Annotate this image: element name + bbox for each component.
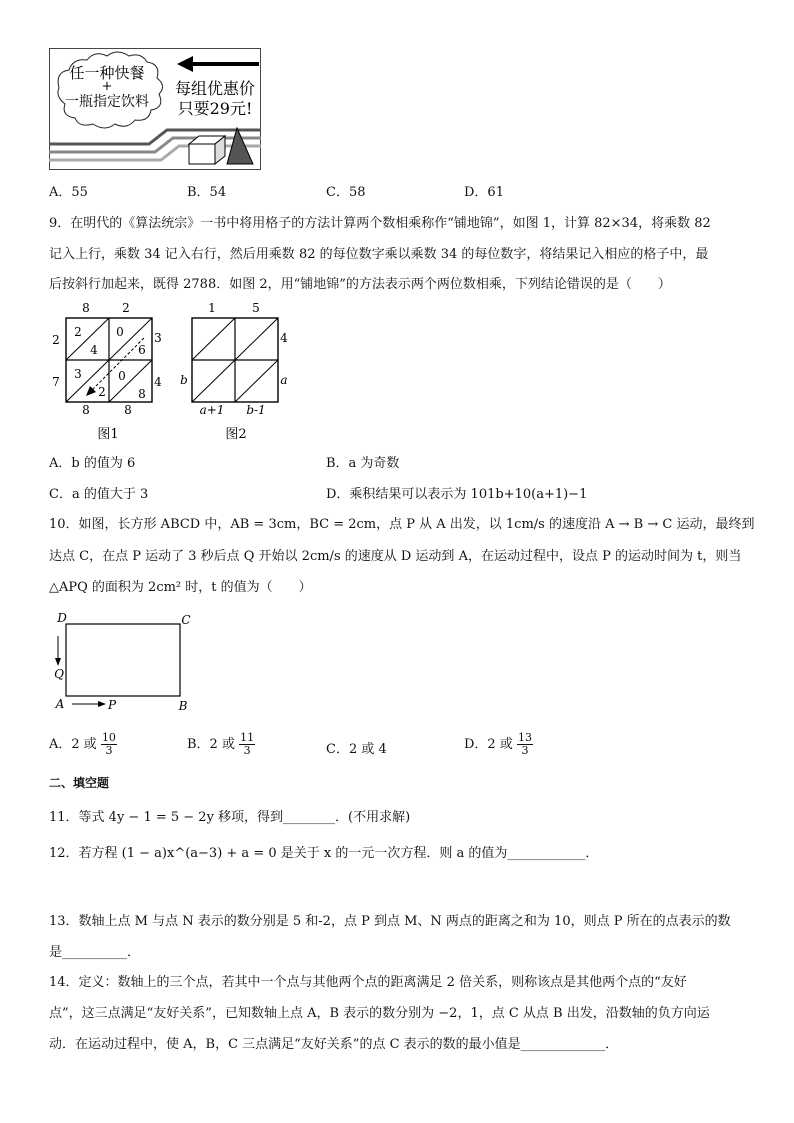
fig1-caption: 图1 (97, 427, 119, 442)
q10-option-d[interactable] (464, 732, 533, 757)
label-q: Q (54, 667, 64, 681)
fig1-cell-6: 2 (98, 385, 106, 399)
section-title: 二、填空题 (49, 776, 110, 790)
fig1-bottom-1: 8 (82, 403, 90, 417)
q10-option-b[interactable] (187, 732, 255, 757)
q10-line-1: 10．如图，长方形 ABCD 中，AB = 3cm，BC = 2cm，点 P 从 A 出发，以 1cm/s 的速度沿 A → B → C 运动，最终到 (49, 517, 755, 532)
promo-price-line2: 只要29元! (177, 99, 253, 118)
fig2-right-2: a (280, 373, 288, 387)
q10-line-2: 达点 C，在点 P 运动了 3 秒后点 Q 开始以 2cm/s 的速度从 D 运动到 A，在运动过程中，设点 P 的运动时间为 t，则当 (49, 549, 742, 564)
arrow-right-icon (98, 701, 106, 707)
promo-graphic (49, 48, 261, 170)
fig1-left-2: 7 (52, 375, 60, 389)
figure-1 (46, 298, 166, 446)
fig1-left-1: 2 (52, 333, 60, 347)
promo-price-line1: 每组优惠价 (174, 79, 256, 98)
q10-option-a-pre: A．2 或 (49, 737, 97, 752)
fig1-right-1: 3 (154, 331, 162, 345)
label-b: B (178, 699, 188, 713)
q9-option-c[interactable]: C．a 的值大于 3 (49, 487, 149, 502)
promo-cloud-line1: 任一种快餐 (69, 64, 145, 82)
q8-option-c[interactable]: C．58 (326, 185, 366, 200)
label-a: A (55, 697, 65, 711)
q9-option-a[interactable]: A．b 的值为 6 (49, 456, 136, 471)
fig1-right-2: 4 (154, 375, 162, 389)
fig1-cell-2: 4 (90, 343, 98, 357)
fig1-cell-7: 0 (118, 369, 126, 383)
q9-option-b[interactable]: B．a 为奇数 (326, 456, 400, 471)
q8-option-d[interactable]: D．61 (464, 185, 504, 200)
q9-line-3: 后按斜行加起来，既得 2788．如图 2，用“铺地锦”的方法表示两个两位数相乘，下列结论错误的是（ ） (49, 277, 671, 292)
fig2-top-2: 5 (252, 301, 260, 315)
q8-option-b[interactable]: B．54 (187, 185, 227, 200)
label-d: D (57, 611, 67, 625)
fig1-top-2: 2 (122, 301, 130, 315)
q13-line-1: 13．数轴上点 M 与点 N 表示的数分别是 5 和-2，点 P 到点 M、N 两点的距离之和为 10，则点 P 所在的点表示的数 (49, 914, 731, 929)
fraction: $\frac{10}{3}$ (101, 731, 116, 757)
arrow-down-icon (55, 658, 61, 666)
fig1-top-1: 8 (82, 301, 90, 315)
fig1-cell-8: 8 (138, 387, 146, 401)
q10-option-c[interactable]: C．2 或 4 (326, 742, 387, 757)
promo-cloud-line2: 一瓶指定饮料 (65, 94, 149, 110)
fraction: $\frac{11}{3}$ (240, 731, 255, 757)
q13-line-2: 是__________． (49, 945, 141, 960)
figure-2 (176, 298, 300, 446)
q8-option-a[interactable]: A．55 (49, 185, 88, 200)
fig1-bottom-2: 8 (124, 403, 132, 417)
fraction: $\frac{13}{3}$ (517, 731, 532, 757)
q9-line-2: 记入上行，乘数 34 记入右行，然后用乘数 82 的每位数字乘以乘数 34 的每位数字，将结果记入相应的格子中，最 (49, 247, 709, 262)
food-box-icon (189, 144, 215, 164)
q9-line-1: 9．在明代的《算法统宗》一书中将用格子的方法计算两个数相乘称作“铺地锦”，如图 1，计算 82×34，将乘数 82 (49, 216, 711, 231)
promo-plus: + (101, 79, 113, 94)
fig1-cell-3: 0 (116, 325, 124, 339)
q10-option-b-pre: B．2 或 (187, 737, 235, 752)
fig2-right-1: 4 (280, 331, 288, 345)
fig1-cell-5: 3 (74, 367, 82, 381)
q14-line-3: 动．在运动过程中，使 A，B，C 三点满足“友好关系”的点 C 表示的数的最小值是_____________． (49, 1037, 619, 1052)
q14-line-2: 点”，这三点满足“友好关系”，已知数轴上点 A，B 表示的数分别为 −2，1，点 C 从点 B 出发，沿数轴的负方向运 (49, 1006, 710, 1021)
rectangle-figure (50, 610, 200, 718)
q10-line-3: △APQ 的面积为 2cm² 时，t 的值为（ ） (49, 580, 312, 595)
label-p: P (107, 698, 117, 712)
fig2-caption: 图2 (225, 427, 247, 442)
q14-line-1: 14．定义：数轴上的三个点，若其中一个点与其他两个点的距离满足 2 倍关系，则称该点是其他两个点的“友好 (49, 975, 687, 990)
fig1-cell-1: 2 (74, 325, 82, 339)
q10-option-d-pre: D．2 或 (464, 737, 513, 752)
label-c: C (181, 613, 191, 627)
q10-option-a[interactable] (49, 732, 117, 757)
promo-figure (49, 48, 261, 170)
fig2-top-1: 1 (208, 301, 216, 315)
fig2-left: b (180, 373, 188, 387)
q9-option-d[interactable]: D．乘积结果可以表示为 101b+10(a+1)−1 (326, 487, 588, 502)
q11-text: 11．等式 4y − 1 = 5 − 2y 移项，得到________．(不用求解) (49, 810, 411, 825)
fig1-cell-4: 6 (138, 343, 146, 357)
q12-text: 12．若方程 (1 − a)x^(a−3) + a = 0 是关于 x 的一元一次方程．则 a 的值为____________． (49, 846, 599, 861)
fig2-bottom-2: b-1 (246, 403, 266, 417)
fig2-bottom-1: a+1 (199, 403, 225, 417)
